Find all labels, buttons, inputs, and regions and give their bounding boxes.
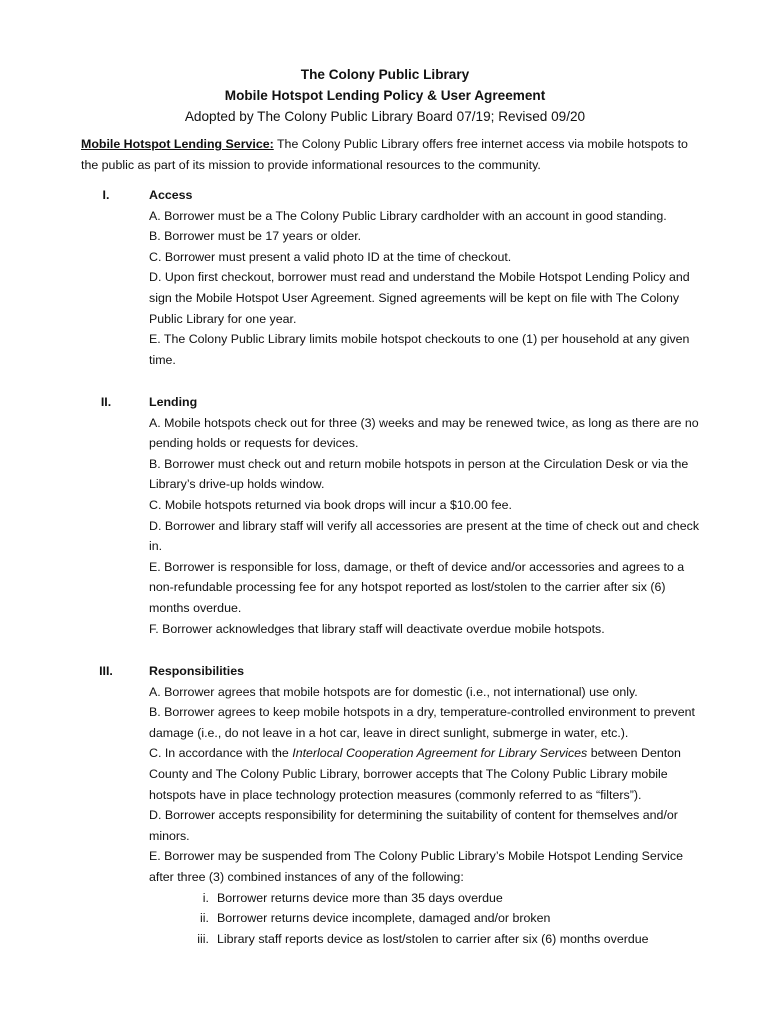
list-item: A. Mobile hotspots check out for three (3) weeks and may be renewed twice, as long as there are no pending holds or requests for devices. xyxy=(149,415,699,451)
section-numeral: II. xyxy=(100,395,112,409)
list-item: B. Borrower agrees to keep mobile hotspots in a dry, temperature-controlled environment to prevent damage (i.e., do not leave in a hot car, leave in direct sunlight, submerge in water, etc.). xyxy=(149,705,695,740)
list-item-filters xyxy=(149,743,704,805)
item-text: between Denton County and The Colony Public Library, borrower accepts that The Colony Public Library mobile hotspots have in place technology protection measures (commonly referred to as “filters”). xyxy=(149,746,681,802)
list-item: C. Borrower must present a valid photo ID at the time of checkout. xyxy=(149,249,512,264)
sub-list-item xyxy=(149,888,704,909)
list-item: C. Mobile hotspots returned via book drops will incur a $10.00 fee. xyxy=(149,497,512,512)
section-content xyxy=(149,661,704,949)
sub-list-text: Library staff reports device as lost/stolen to carrier after six (6) months overdue xyxy=(217,931,649,946)
sub-list-numeral: iii. xyxy=(197,931,209,946)
list-item: D. Borrower accepts responsibility for determining the suitability of content for themselves and/or minors. xyxy=(149,808,678,843)
list-item: A. Borrower agrees that mobile hotspots are for domestic (i.e., not international) use only. xyxy=(149,684,638,699)
list-item: E. The Colony Public Library limits mobile hotspot checkouts to one (1) per household at any given time. xyxy=(149,332,690,367)
list-item: E. Borrower is responsible for loss, damage, or theft of device and/or accessories and agrees to a non-refundable processing fee for any hotspot reported as lost/stolen to the carrier after six (6) months overdue. xyxy=(149,559,685,615)
section-heading: Responsibilities xyxy=(149,664,245,678)
section-content xyxy=(149,185,704,370)
document-subtitle: Mobile Hotspot Lending Policy & User Agreement xyxy=(224,88,546,103)
intro-lead: Mobile Hotspot Lending Service: xyxy=(81,137,274,151)
agreement-title: Interlocal Cooperation Agreement for Library Services xyxy=(292,746,588,761)
intro-text: The Colony Public Library offers free internet access via mobile hotspots to the public as part of its mission to provide informational resources to the community. xyxy=(81,137,688,172)
sub-list-numeral: ii. xyxy=(200,911,209,926)
suspension-criteria-list xyxy=(149,888,704,950)
item-text: C. In accordance with the xyxy=(149,746,293,761)
list-item: A. Borrower must be a The Colony Public Library cardholder with an account in good standing. xyxy=(149,208,667,223)
section-content xyxy=(149,392,704,639)
sub-list-item xyxy=(149,908,704,929)
adoption-note: Adopted by The Colony Public Library Board 07/19; Revised 09/20 xyxy=(184,109,586,124)
list-item: E. Borrower may be suspended from The Colony Public Library’s Mobile Hotspot Lending Service after three (3) combined instances of any of the following: xyxy=(149,849,683,884)
sub-list-text: Borrower returns device more than 35 days overdue xyxy=(217,890,503,905)
section-numeral: III. xyxy=(99,664,113,678)
document-title: The Colony Public Library xyxy=(300,67,470,82)
list-item: F. Borrower acknowledges that library staff will deactivate overdue mobile hotspots. xyxy=(149,621,605,636)
list-item: B. Borrower must check out and return mobile hotspots in person at the Circulation Desk or via the Library’s drive-up holds window. xyxy=(149,456,689,492)
list-item: D. Upon first checkout, borrower must read and understand the Mobile Hotspot Lending Policy and sign the Mobile Hotspot User Agreement. Signed agreements will be kept on file with The Colony Public Library for one year. xyxy=(149,270,690,326)
list-item: D. Borrower and library staff will verify all accessories are present at the time of check out and check in. xyxy=(149,518,700,554)
intro-paragraph xyxy=(81,134,706,176)
section-heading: Lending xyxy=(149,395,198,409)
list-item: B. Borrower must be 17 years or older. xyxy=(149,229,362,244)
sub-list-numeral: i. xyxy=(202,890,209,905)
sub-list-item xyxy=(149,929,704,950)
section-heading: Access xyxy=(149,188,193,202)
section-numeral: I. xyxy=(102,188,110,202)
sub-list-text: Borrower returns device incomplete, damaged and/or broken xyxy=(217,911,551,926)
document-header xyxy=(0,64,770,127)
